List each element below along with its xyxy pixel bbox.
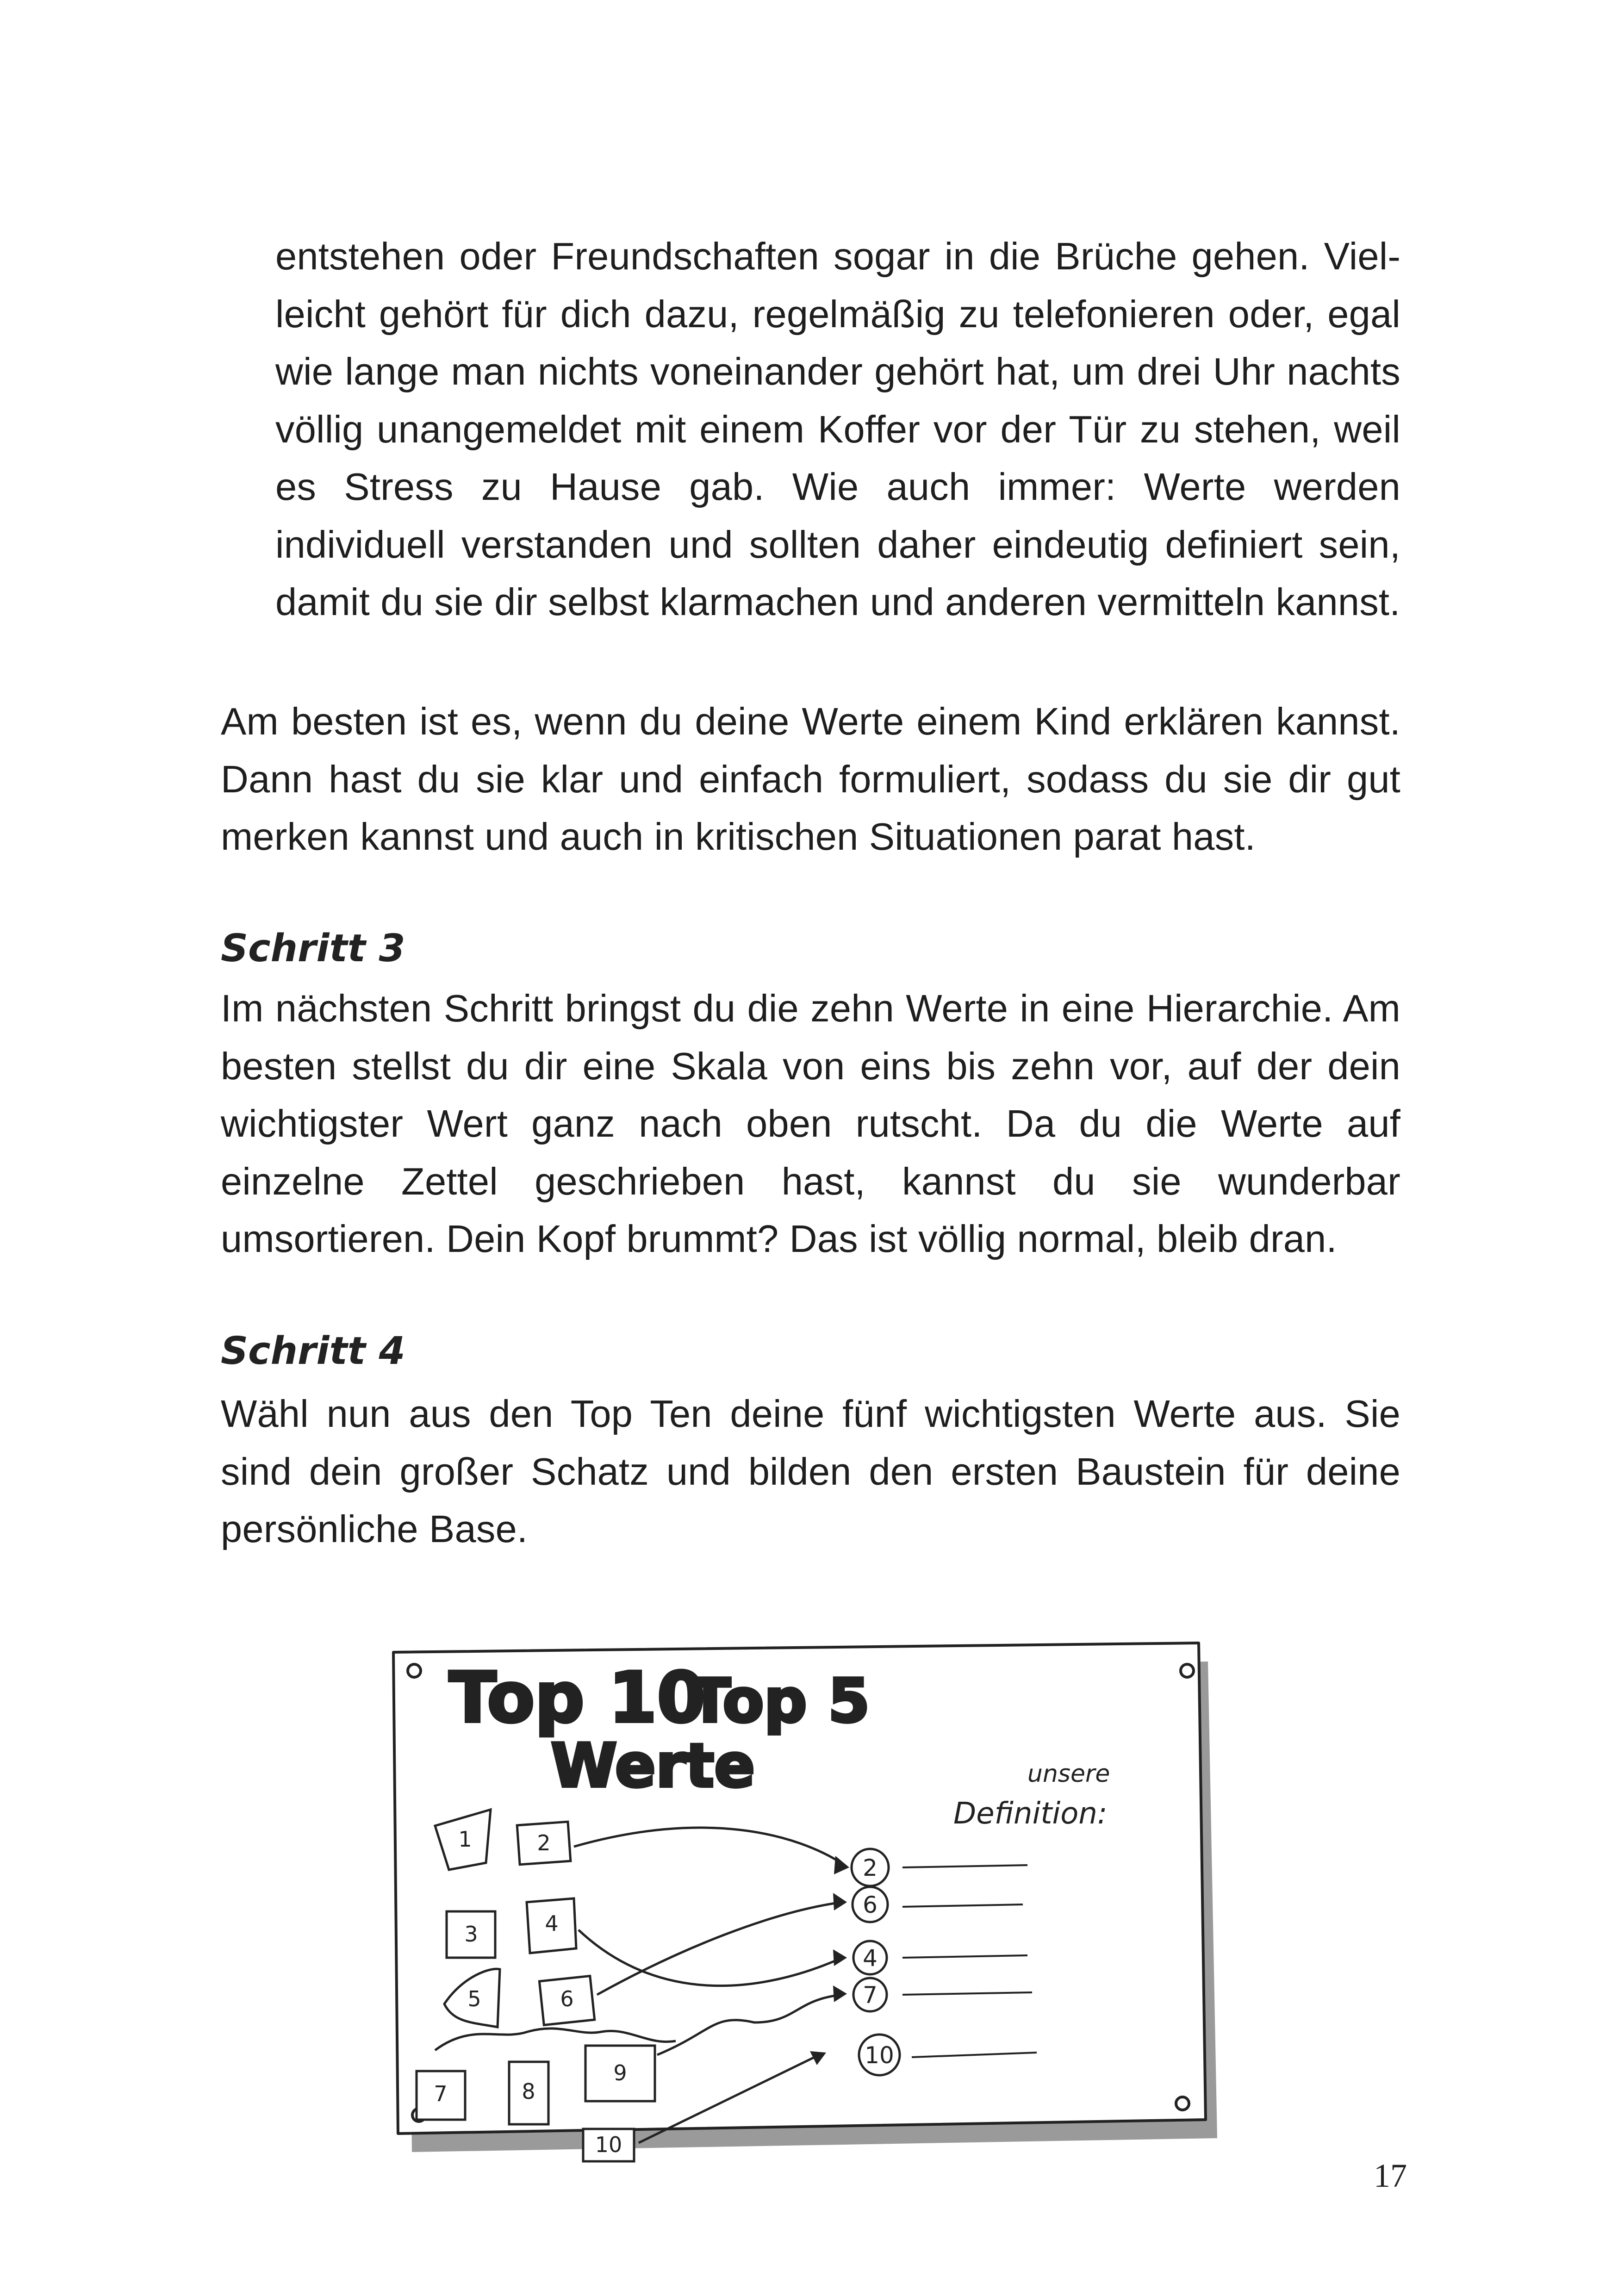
note-label-2: 2 [537,1830,551,1855]
rank-label-4: 7 [863,1982,877,2009]
step-3-heading [221,923,405,974]
note-label-5: 5 [467,1986,481,2011]
rank-label-2: 6 [863,1892,877,1918]
note-label-8: 8 [522,2079,535,2104]
step-3-heading-text: Schritt 3 [221,927,405,971]
indented-paragraph [275,228,1400,631]
step-3-paragraph-text: Im nächsten Schritt bringst du die zehn Werte in eine Hierarchie. Am besten stellst du dir eine Skala von eins bis zehn vor, auf der dein wichtigster Wert ganz nach oben rutscht. Da du die Werte auf einzelne Zettel geschrieben hast, kannst du sie wunderbar umsortieren. Dein Kopf brummt? Das ist völlig normal, bleib dran. [221,987,1400,1260]
title-werte: Werte [551,1730,755,1801]
paragraph-text: Am besten ist es, wenn du deine Werte einem Kind erklären kannst. Dann hast du sie klar und einfach formuliert, sodass du sie dir gut merken kannst und auch in kritischen Situationen parat hast. [221,700,1400,858]
page-number: 17 [1374,2157,1407,2194]
rank-label-3: 4 [863,1945,877,1972]
subtitle-definition: Definition: [953,1797,1108,1831]
whiteboard-sketch [380,1615,1231,2171]
subtitle-unsere: unsere [1027,1760,1110,1788]
note-label-1: 1 [458,1827,472,1852]
step-3-paragraph [221,980,1400,1268]
note-label-7: 7 [434,2081,448,2106]
note-label-4: 4 [545,1911,559,1936]
step-4-paragraph [221,1385,1400,1558]
title-top10: Top 10 [449,1658,705,1738]
note-label-3: 3 [464,1922,478,1947]
rank-label-1: 2 [863,1854,877,1881]
title-top5: Top 5 [690,1666,870,1736]
paragraph-explain-to-child [221,693,1400,866]
rank-label-5: 10 [865,2042,894,2069]
whiteboard-illustration [380,1615,1231,2171]
note-label-9: 9 [613,2060,627,2085]
step-4-heading-text: Schritt 4 [221,1329,405,1373]
indented-paragraph-text: entstehen oder Freundschaften sogar in die Brüche gehen. Vielleicht gehört für dich dazu, regelmäßig zu telefonieren oder, egal wie lange man nichts voneinander gehört hat, um drei Uhr nachts völlig unangemeldet mit einem Koffer vor der Tür zu stehen, weil es Stress zu Hause gab. Wie auch immer: Werte werden individuell verstanden und sollten daher eindeutig definiert sein, damit du sie dir selbst klarmachen und anderen vermitteln kannst. [275,235,1400,623]
note-label-10: 10 [595,2132,622,2157]
step-4-paragraph-text: Wähl nun aus den Top Ten deine fünf wichtigsten Werte aus. Sie sind dein großer Schatz und bilden den ersten Baustein für deine persönliche Base. [221,1392,1400,1550]
note-label-6: 6 [560,1986,574,2011]
step-4-heading [221,1326,405,1377]
